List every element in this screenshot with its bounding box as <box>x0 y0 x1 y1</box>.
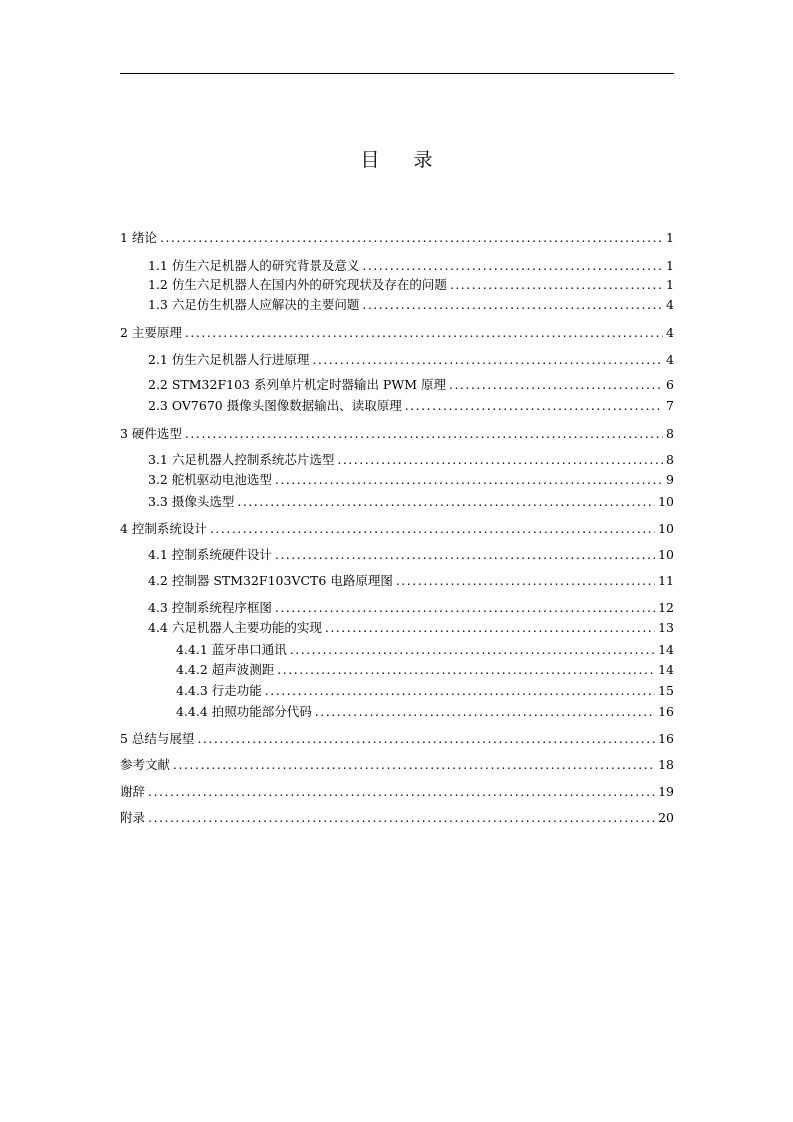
toc-entry[interactable] <box>176 703 674 721</box>
toc-entry-label: 4.4.1 蓝牙串口通讯 <box>176 642 287 657</box>
toc-entry-label: 1 绪论 <box>120 230 157 245</box>
toc-entry-label: 1.2 仿生六足机器人在国内外的研究现状及存在的问题 <box>148 277 447 292</box>
toc-leader-dots <box>405 397 663 415</box>
toc-entry-label: 4.4.2 超声波测距 <box>176 662 275 677</box>
toc-leader-dots <box>173 756 655 774</box>
toc-entry-label: 参考文献 <box>120 757 171 772</box>
toc-entry-label: 4.4.3 行走功能 <box>176 683 262 698</box>
toc-entry[interactable] <box>148 296 674 314</box>
toc-title: 目 录 <box>360 149 447 171</box>
toc-entry[interactable] <box>148 619 674 637</box>
toc-entry-page: 6 <box>666 377 674 392</box>
toc-entry-label: 4.4.4 拍照功能部分代码 <box>176 704 312 719</box>
toc-leader-dots <box>185 324 663 342</box>
toc-entry-page: 11 <box>658 573 674 588</box>
toc-leader-dots <box>337 451 663 469</box>
toc-entry[interactable] <box>148 257 674 275</box>
toc-entry[interactable] <box>148 451 674 469</box>
toc-entry-label: 3.1 六足机器人控制系统芯片选型 <box>148 452 335 467</box>
toc-entry[interactable] <box>148 493 674 511</box>
toc-entry-page: 7 <box>666 398 674 413</box>
toc-entry-page: 4 <box>666 325 674 340</box>
toc-entry-page: 19 <box>658 784 674 799</box>
toc-entry-label: 3 硬件选型 <box>120 426 182 441</box>
toc-entry[interactable] <box>148 351 674 369</box>
toc-entry-page: 14 <box>658 662 674 677</box>
toc-entry-page: 16 <box>658 704 674 719</box>
toc-entry[interactable] <box>176 682 674 700</box>
toc-entry-label: 2.1 仿生六足机器人行进原理 <box>148 352 310 367</box>
toc-entry-label: 4.4 六足机器人主要功能的实现 <box>148 620 322 635</box>
toc-leader-dots <box>160 229 663 247</box>
toc-leader-dots <box>237 493 655 511</box>
toc-entry-page: 10 <box>658 547 674 562</box>
toc-leader-dots <box>275 599 655 617</box>
toc-entry-page: 1 <box>666 258 674 273</box>
toc-leader-dots <box>197 730 655 748</box>
toc-entry-label: 附录 <box>120 810 146 825</box>
toc-leader-dots <box>362 296 663 314</box>
toc-leader-dots <box>396 572 655 590</box>
toc-entry[interactable] <box>120 425 674 443</box>
toc-entry[interactable] <box>120 520 674 538</box>
toc-entry[interactable] <box>148 572 674 590</box>
toc-entry-label: 4.2 控制器 STM32F103VCT6 电路原理图 <box>148 573 393 588</box>
toc-entry[interactable] <box>120 229 674 247</box>
toc-entry-label: 3.2 舵机驱动电池选型 <box>148 472 272 487</box>
toc-leader-dots <box>325 619 655 637</box>
toc-entry-page: 15 <box>658 683 674 698</box>
toc-entry[interactable] <box>148 276 674 294</box>
toc-entry-label: 4.3 控制系统程序框图 <box>148 600 272 615</box>
toc-leader-dots <box>275 546 655 564</box>
toc-leader-dots <box>275 471 663 489</box>
toc-entry-page: 20 <box>658 810 674 825</box>
toc-leader-dots <box>148 809 655 827</box>
toc-entry[interactable] <box>176 661 674 679</box>
toc-entry-label: 3.3 摄像头选型 <box>148 494 235 509</box>
toc-entry-label: 1.3 六足仿生机器人应解决的主要问题 <box>148 297 360 312</box>
toc-leader-dots <box>450 276 663 294</box>
toc-entry-label: 4.1 控制系统硬件设计 <box>148 547 272 562</box>
toc-entry-page: 8 <box>666 426 674 441</box>
toc-entry[interactable] <box>120 730 674 748</box>
toc-entry[interactable] <box>148 471 674 489</box>
toc-entry-page: 14 <box>658 642 674 657</box>
toc-entry-page: 13 <box>658 620 674 635</box>
toc-entry-page: 12 <box>658 600 674 615</box>
toc-entry[interactable] <box>120 809 674 827</box>
toc-leader-dots <box>185 425 663 443</box>
toc-entry-label: 2.2 STM32F103 系列单片机定时器输出 PWM 原理 <box>148 377 446 392</box>
toc-leader-dots <box>362 257 663 275</box>
toc-entry-page: 10 <box>658 494 674 509</box>
toc-entry-page: 18 <box>658 757 674 772</box>
toc-leader-dots <box>315 703 655 721</box>
toc-entry[interactable] <box>148 546 674 564</box>
toc-leader-dots <box>148 783 655 801</box>
toc-entry[interactable] <box>120 756 674 774</box>
toc-entry-label: 5 总结与展望 <box>120 731 195 746</box>
toc-leader-dots <box>277 661 655 679</box>
toc-entry-page: 1 <box>666 277 674 292</box>
toc-entry-page: 8 <box>666 452 674 467</box>
toc-entry-page: 4 <box>666 297 674 312</box>
toc-leader-dots <box>210 520 655 538</box>
toc-entry[interactable] <box>176 641 674 659</box>
toc-entry-page: 1 <box>666 230 674 245</box>
toc-leader-dots <box>312 351 663 369</box>
toc-entry-label: 4 控制系统设计 <box>120 521 207 536</box>
toc-entry-label: 1.1 仿生六足机器人的研究背景及意义 <box>148 258 360 273</box>
toc-entry[interactable] <box>148 599 674 617</box>
toc-entry-label: 谢辞 <box>120 784 146 799</box>
toc-leader-dots <box>265 682 655 700</box>
toc-entry[interactable] <box>148 397 674 415</box>
toc-entry-page: 4 <box>666 352 674 367</box>
toc-leader-dots <box>290 641 655 659</box>
toc-entry-label: 2.3 OV7670 摄像头图像数据输出、读取原理 <box>148 398 402 413</box>
toc-entry-page: 9 <box>666 472 674 487</box>
toc-entry[interactable] <box>148 376 674 394</box>
toc-entry-page: 10 <box>658 521 674 536</box>
toc-entry-page: 16 <box>658 731 674 746</box>
toc-entry[interactable] <box>120 324 674 342</box>
toc-leader-dots <box>449 376 663 394</box>
toc-entry[interactable] <box>120 783 674 801</box>
toc-entry-label: 2 主要原理 <box>120 325 182 340</box>
